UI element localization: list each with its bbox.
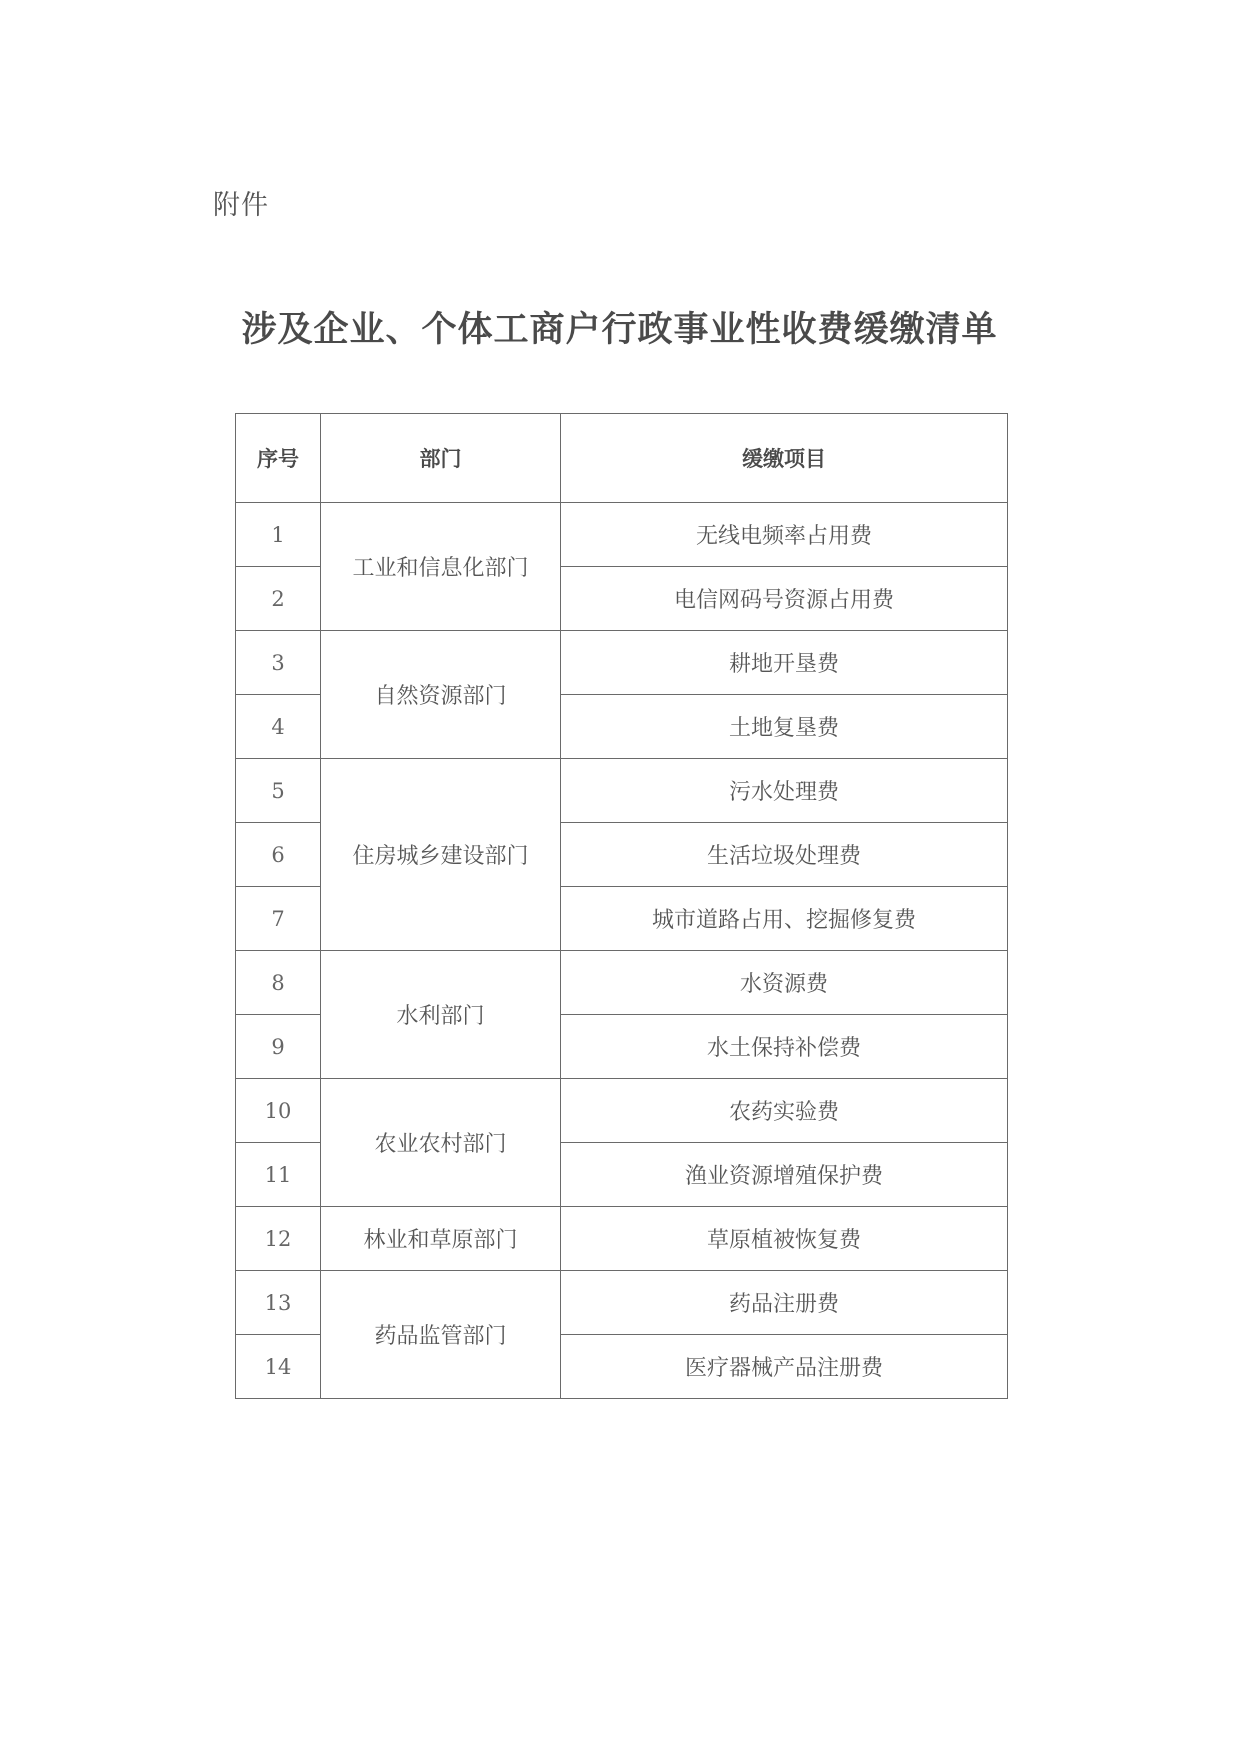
fee-item: 生活垃圾处理费 <box>561 823 1008 887</box>
fee-item: 草原植被恢复费 <box>561 1207 1008 1271</box>
department-cell: 水利部门 <box>321 951 561 1079</box>
department-cell: 林业和草原部门 <box>321 1207 561 1271</box>
header-index: 序号 <box>236 414 321 503</box>
row-index: 9 <box>236 1015 321 1079</box>
row-index: 12 <box>236 1207 321 1271</box>
row-index: 5 <box>236 759 321 823</box>
table-row <box>236 951 1008 1015</box>
fee-item: 渔业资源增殖保护费 <box>561 1143 1008 1207</box>
page-title: 涉及企业、个体工商户行政事业性收费缓缴清单 <box>241 309 998 350</box>
row-index: 4 <box>236 695 321 759</box>
fee-item: 城市道路占用、挖掘修复费 <box>561 887 1008 951</box>
row-index: 2 <box>236 567 321 631</box>
fee-item: 水资源费 <box>561 951 1008 1015</box>
header-item: 缓缴项目 <box>561 414 1008 503</box>
header-department: 部门 <box>321 414 561 503</box>
fee-item: 耕地开垦费 <box>561 631 1008 695</box>
department-cell: 住房城乡建设部门 <box>321 759 561 951</box>
row-index: 3 <box>236 631 321 695</box>
table-row <box>236 1271 1008 1335</box>
row-index: 14 <box>236 1335 321 1399</box>
fee-item: 电信网码号资源占用费 <box>561 567 1008 631</box>
department-cell: 农业农村部门 <box>321 1079 561 1207</box>
fee-item: 医疗器械产品注册费 <box>561 1335 1008 1399</box>
fee-item: 水土保持补偿费 <box>561 1015 1008 1079</box>
row-index: 1 <box>236 503 321 567</box>
fee-item: 土地复垦费 <box>561 695 1008 759</box>
row-index: 10 <box>236 1079 321 1143</box>
department-cell: 药品监管部门 <box>321 1271 561 1399</box>
table-header-row <box>236 414 1008 503</box>
fee-item: 污水处理费 <box>561 759 1008 823</box>
fee-item: 无线电频率占用费 <box>561 503 1008 567</box>
row-index: 6 <box>236 823 321 887</box>
table-row <box>236 503 1008 567</box>
table-row <box>236 759 1008 823</box>
fee-item: 农药实验费 <box>561 1079 1008 1143</box>
table-row <box>236 631 1008 695</box>
department-cell: 自然资源部门 <box>321 631 561 759</box>
row-index: 7 <box>236 887 321 951</box>
table-row <box>236 1079 1008 1143</box>
fee-item: 药品注册费 <box>561 1271 1008 1335</box>
fee-deferral-table <box>235 413 1008 1399</box>
row-index: 11 <box>236 1143 321 1207</box>
row-index: 13 <box>236 1271 321 1335</box>
table-row <box>236 1207 1008 1271</box>
department-cell: 工业和信息化部门 <box>321 503 561 631</box>
attachment-label: 附件 <box>213 190 269 221</box>
row-index: 8 <box>236 951 321 1015</box>
